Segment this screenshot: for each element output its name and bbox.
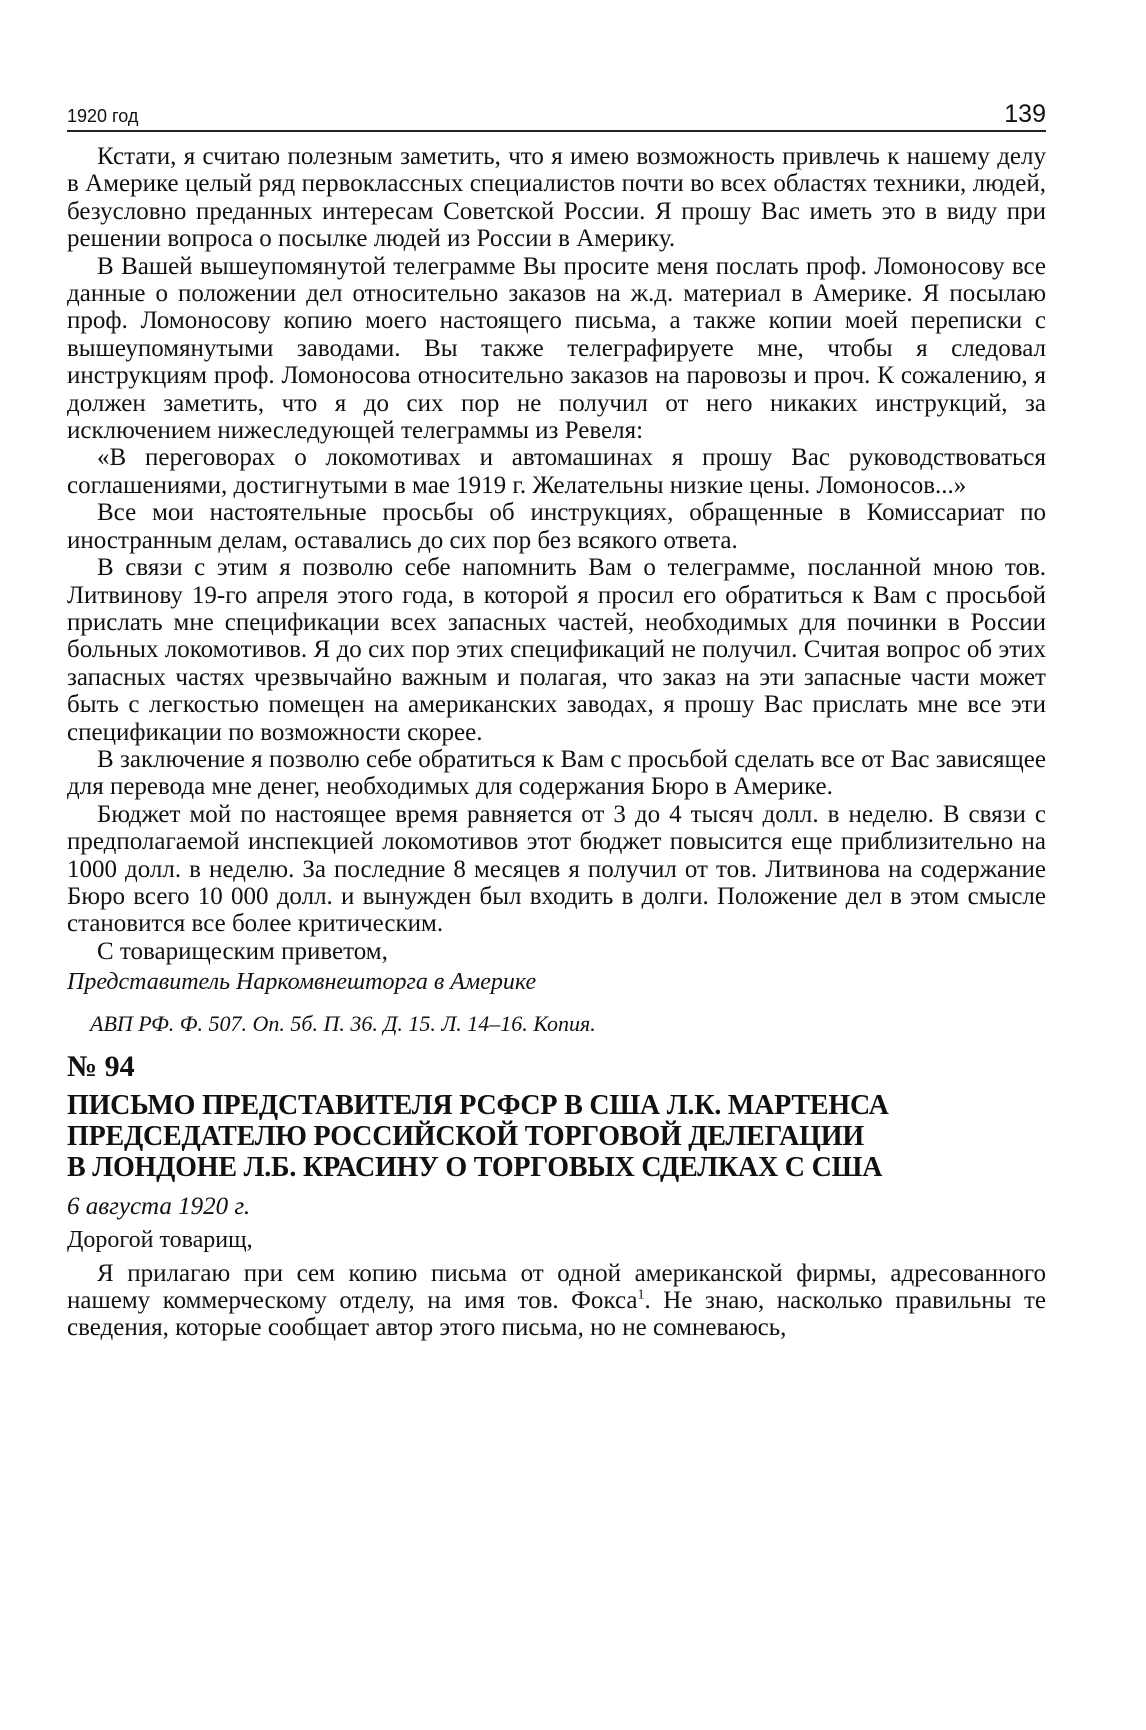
letter-paragraph-4: Все мои настоятельные просьбы об инструкциях, обращенные в Комиссариат по иностранным делам, оставались до сих пор без всякого ответа.: [67, 499, 1046, 554]
document-body-paragraph: [67, 1260, 1046, 1342]
body-text-start: Я прилагаю при сем копию письма от одной американской фирмы, адресованного нашему коммерческому отделу, на имя тов. Фокса: [67, 1259, 1046, 1314]
book-page: [67, 98, 1046, 1342]
running-header: [67, 98, 1046, 132]
letter-paragraph-7: Бюджет мой по настоящее время равняется от 3 до 4 тысяч долл. в неделю. В связи с предполагаемой инспекцией локомотивов этот бюджет повысится еще приблизительно на 1000 долл. в неделю. За последние 8 месяцев я получил от тов. Литвинова на содержание Бюро всего 10 000 долл. и вынужден был входить в долги. Положение дел в этом смысле становится все более критическим.: [67, 800, 1046, 938]
letter-closing: С товарищеским приветом,: [97, 937, 388, 965]
letter-paragraph-2: В Вашей вышеупомянутой телеграмме Вы просите меня послать проф. Ломоносову все данные о положении дел относительно заказов на ж.д. материал в Америке. Я посылаю проф. Ломоносову копию моего настоящего письма, а также копии моей переписки с вышеупомянутыми заводами. Вы также телеграфируете мне, чтобы я следовал инструкциям проф. Ломоносова относительно заказов на паровозы и проч. К сожалению, я должен заметить, что я до сих пор не получил от него никаких инструкций, за исключением нижеследующей телеграммы из Ревеля:: [67, 252, 1046, 445]
archive-reference: АВП РФ. Ф. 507. Оп. 5б. П. 36. Д. 15. Л. 14–16. Копия.: [90, 1010, 596, 1036]
telegram-quote: «В переговорах о локомотивах и автомашинах я прошу Вас руководствоваться соглашениями, достигнутыми в мае 1919 г. Желательны низкие цены. Ломоносов...»: [67, 444, 1046, 499]
document-title-line-3: В ЛОНДОНЕ Л.Б. КРАСИНУ О ТОРГОВЫХ СДЕЛКАХ С США: [67, 1151, 883, 1183]
running-header-year: 1920 год: [67, 106, 139, 126]
page-number: 139: [1004, 100, 1046, 128]
letter-paragraph-1: Кстати, я считаю полезным заметить, что я имею возможность привлечь к нашему делу в Америке целый ряд первоклассных специалистов почти во всех областях техники, людей, безусловно преданных интересам Советской России. Я прошу Вас иметь это в виду при решении вопроса о посылке людей из России в Америку.: [67, 143, 1046, 253]
body-text-rest: . Не знаю, насколько правильны те сведения, которые сообщает автор этого письма, но не сомневаюсь,: [67, 1287, 1046, 1342]
document-number: № 94: [67, 1049, 135, 1083]
letter-signature: Представитель Наркомвнешторга в Америке: [67, 969, 537, 996]
footnote-marker: 1: [637, 1287, 645, 1303]
letter-paragraph-5: В связи с этим я позволю себе напомнить Вам о телеграмме, посланной мною тов. Литвинову 19-го апреля этого года, в которой я просил его обратиться к Вам с просьбой прислать мне спецификации всех запасных частей, необходимых для починки в России больных локомотивов. Я до сих пор этих спецификаций не получил. Считая вопрос об этих запасных частях чрезвычайно важным и полагая, что заказ на эти запасные части может быть с легкостью помещен на американских заводах, я прошу Вас прислать мне все эти спецификации по возможности скорее.: [67, 554, 1046, 746]
document-title: [67, 1090, 1046, 1183]
document-title-line-1: ПИСЬМО ПРЕДСТАВИТЕЛЯ РСФСР В США Л.К. МАРТЕНСА: [67, 1089, 889, 1121]
letter-paragraph-6: В заключение я позволю себе обратиться к Вам с просьбой сделать все от Вас зависящее для перевода мне денег, необходимых для содержания Бюро в Америке.: [67, 745, 1046, 801]
salutation: Дорогой товарищ,: [67, 1226, 253, 1253]
document-date: 6 августа 1920 г.: [67, 1192, 251, 1220]
body-text: [67, 143, 1046, 1342]
document-title-line-2: ПРЕДСЕДАТЕЛЮ РОССИЙСКОЙ ТОРГОВОЙ ДЕЛЕГАЦИИ: [67, 1120, 864, 1152]
